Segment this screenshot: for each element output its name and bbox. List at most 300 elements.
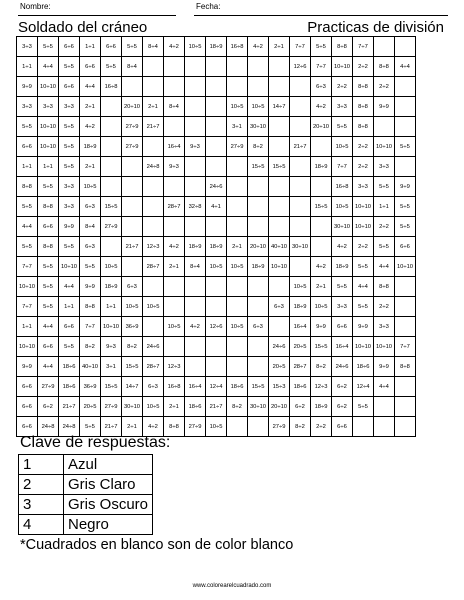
grid-cell: 21÷7 [59,397,80,417]
grid-cell: 8÷2 [290,417,311,437]
grid-cell: 18÷6 [227,377,248,397]
grid-cell [122,257,143,277]
grid-cell: 10÷5 [143,297,164,317]
grid-cell [269,57,290,77]
grid-cell [185,97,206,117]
grid-cell [248,357,269,377]
grid-cell: 4÷2 [311,97,332,117]
grid-cell [206,57,227,77]
grid-cell [227,217,248,237]
grid-cell: 5÷5 [59,157,80,177]
answer-key-row [19,515,153,535]
grid-cell [206,357,227,377]
grid-cell: 3÷3 [59,97,80,117]
grid-cell: 6÷2 [332,397,353,417]
grid-cell: 2÷1 [80,157,101,177]
grid-cell: 14÷7 [269,97,290,117]
grid-cell [206,157,227,177]
grid-cell: 4÷4 [59,277,80,297]
grid-cell: 2÷2 [353,57,374,77]
grid-cell [395,37,416,57]
grid-cell: 20÷5 [290,337,311,357]
grid-cell: 3÷3 [353,177,374,197]
grid-cell: 24÷6 [206,177,227,197]
grid-cell [248,217,269,237]
grid-cell: 12÷4 [206,377,227,397]
grid-cell: 3÷3 [332,297,353,317]
grid-cell: 4÷4 [374,377,395,397]
grid-cell: 20÷10 [122,97,143,117]
grid-cell: 27÷9 [269,417,290,437]
grid-cell [395,97,416,117]
grid-cell: 10÷5 [143,397,164,417]
grid-cell: 5÷5 [353,297,374,317]
grid-cell: 5÷5 [332,117,353,137]
grid-cell: 8÷4 [143,37,164,57]
grid-cell [248,77,269,97]
grid-cell: 6÷2 [332,377,353,397]
grid-cell: 28÷7 [290,357,311,377]
grid-cell [101,157,122,177]
grid-cell: 6÷6 [17,397,38,417]
grid-cell: 4÷4 [38,317,59,337]
grid-cell: 12÷3 [311,377,332,397]
date-line [194,15,448,16]
grid-cell: 4÷4 [353,277,374,297]
grid-cell: 2÷2 [374,77,395,97]
grid-cell [164,177,185,197]
grid-cell: 2÷2 [311,417,332,437]
grid-cell [185,217,206,237]
grid-cell: 9÷9 [374,357,395,377]
grid-cell: 2÷1 [269,37,290,57]
grid-cell [227,177,248,197]
grid-cell: 12÷3 [164,357,185,377]
grid-cell [395,277,416,297]
grid-row [17,57,416,77]
grid-cell [269,197,290,217]
grid-cell: 10÷5 [290,277,311,297]
grid-cell: 24÷8 [38,417,59,437]
grid-cell [311,217,332,237]
division-grid [16,36,416,437]
grid-cell [164,277,185,297]
grid-cell [395,157,416,177]
grid-cell: 6÷3 [143,377,164,397]
grid-cell: 5÷5 [59,137,80,157]
date-label: Fecha: [196,2,221,11]
grid-cell [164,77,185,97]
grid-cell: 10÷10 [59,257,80,277]
grid-cell [164,217,185,237]
grid-cell [248,417,269,437]
grid-cell: 5÷5 [395,217,416,237]
grid-cell: 10÷5 [227,257,248,277]
grid-cell: 15÷5 [311,337,332,357]
grid-cell: 4÷4 [374,257,395,277]
grid-cell: 5÷5 [353,397,374,417]
grid-cell: 6÷3 [269,297,290,317]
grid-cell: 4÷2 [143,417,164,437]
grid-cell: 10÷10 [269,257,290,277]
grid-cell: 7÷7 [80,317,101,337]
grid-cell: 27÷9 [185,417,206,437]
grid-cell: 4÷2 [248,37,269,57]
grid-cell [185,177,206,197]
grid-cell: 2÷2 [332,77,353,97]
grid-cell: 8÷8 [38,197,59,217]
grid-cell [185,157,206,177]
grid-cell: 20÷10 [248,237,269,257]
grid-cell: 8÷2 [311,357,332,377]
grid-cell: 18÷9 [290,297,311,317]
grid-cell: 5÷5 [122,37,143,57]
name-label: Nombre: [20,2,51,11]
grid-cell: 10÷10 [332,57,353,77]
grid-cell [311,237,332,257]
grid-cell: 27÷9 [122,117,143,137]
grid-cell: 9÷3 [164,157,185,177]
grid-cell [374,37,395,57]
grid-cell: 27÷9 [122,137,143,157]
grid-cell [374,117,395,137]
grid-cell: 3÷3 [59,197,80,217]
grid-cell [122,177,143,197]
grid-cell: 16÷4 [290,317,311,337]
grid-cell: 5÷5 [332,277,353,297]
grid-cell: 18÷6 [290,377,311,397]
grid-cell: 18÷6 [59,377,80,397]
grid-row [17,137,416,157]
grid-cell: 5÷5 [17,117,38,137]
grid-cell: 10÷5 [227,317,248,337]
grid-cell: 6÷6 [80,57,101,77]
grid-cell: 6÷6 [332,317,353,337]
grid-cell [122,157,143,177]
grid-row [17,277,416,297]
grid-cell: 3÷3 [38,97,59,117]
grid-cell [227,297,248,317]
grid-cell: 7÷7 [353,37,374,57]
grid-cell: 30÷10 [248,117,269,137]
grid-cell [290,77,311,97]
grid-row [17,397,416,417]
grid-cell: 21÷7 [122,237,143,257]
grid-cell: 5÷5 [59,337,80,357]
grid-row [17,97,416,117]
grid-cell: 32÷8 [185,197,206,217]
grid-cell: 8÷2 [227,397,248,417]
grid-cell: 9÷9 [80,277,101,297]
grid-cell: 16÷8 [164,377,185,397]
worksheet-title: Soldado del cráneo [18,19,148,36]
grid-cell [374,397,395,417]
grid-cell: 16÷8 [227,37,248,57]
grid-row [17,377,416,397]
grid-cell [248,277,269,297]
grid-cell: 2÷2 [353,237,374,257]
grid-row [17,337,416,357]
grid-cell: 10÷5 [332,197,353,217]
grid-cell: 4÷4 [395,57,416,77]
grid-cell: 1÷1 [101,297,122,317]
grid-cell [122,217,143,237]
grid-cell [206,297,227,317]
grid-cell: 18÷6 [353,357,374,377]
grid-cell: 8÷8 [17,177,38,197]
grid-cell [164,297,185,317]
grid-cell: 9÷3 [101,337,122,357]
grid-cell: 8÷8 [38,237,59,257]
grid-cell: 10÷5 [227,97,248,117]
answer-key-title: Clave de respuestas: [20,434,171,451]
grid-cell: 4÷2 [80,117,101,137]
grid-cell: 18÷9 [185,237,206,257]
grid-cell: 10÷10 [353,217,374,237]
grid-cell: 9÷3 [185,137,206,157]
grid-cell: 28÷7 [143,357,164,377]
grid-cell [395,77,416,97]
grid-cell: 24÷6 [269,337,290,357]
grid-cell: 4÷1 [206,197,227,217]
answer-key-row [19,455,153,475]
grid-cell: 5÷5 [59,117,80,137]
grid-cell: 10÷5 [122,297,143,317]
worksheet-subtitle: Practicas de división [307,19,444,36]
answer-key-number: 1 [19,455,64,475]
grid-cell: 20÷10 [311,117,332,137]
grid-cell [143,277,164,297]
grid-cell [248,177,269,197]
grid-cell [269,277,290,297]
grid-cell: 10÷5 [185,37,206,57]
grid-cell [353,417,374,437]
grid-cell [101,177,122,197]
grid-cell [143,57,164,77]
grid-cell [227,197,248,217]
grid-cell: 16÷8 [332,177,353,197]
grid-cell: 10÷10 [353,337,374,357]
grid-cell: 5÷5 [59,57,80,77]
grid-cell: 3÷3 [374,317,395,337]
grid-cell: 18÷9 [206,37,227,57]
grid-cell [269,217,290,237]
grid-cell [269,177,290,197]
grid-cell [185,277,206,297]
grid-cell: 8÷8 [353,77,374,97]
grid-cell: 10÷5 [206,417,227,437]
grid-cell [374,417,395,437]
grid-cell: 2÷1 [311,277,332,297]
grid-cell: 18÷6 [185,397,206,417]
grid-cell: 10÷5 [311,297,332,317]
grid-cell: 10÷10 [101,317,122,337]
grid-row [17,197,416,217]
grid-cell: 10÷5 [80,177,101,197]
grid-cell: 30÷10 [290,237,311,257]
grid-cell: 2÷1 [143,97,164,117]
grid-cell: 6÷6 [38,217,59,237]
name-line [18,15,176,16]
grid-cell: 5÷5 [17,197,38,217]
grid-cell [206,77,227,97]
grid-cell [122,77,143,97]
grid-cell: 5÷5 [38,37,59,57]
grid-cell [185,117,206,137]
grid-cell: 15÷3 [269,377,290,397]
grid-cell: 15÷5 [248,157,269,177]
grid-cell: 10÷5 [332,137,353,157]
grid-cell: 10÷10 [38,77,59,97]
grid-cell: 8÷2 [122,337,143,357]
grid-cell: 5÷5 [101,57,122,77]
grid-cell: 27÷9 [101,217,122,237]
grid-cell: 2÷1 [164,257,185,277]
grid-cell [290,257,311,277]
grid-cell: 6÷6 [59,37,80,57]
grid-cell: 12÷6 [290,57,311,77]
grid-cell: 1÷1 [59,297,80,317]
grid-row [17,257,416,277]
grid-cell: 1÷1 [17,57,38,77]
grid-row [17,77,416,97]
grid-cell: 24÷6 [332,357,353,377]
grid-cell [269,317,290,337]
grid-cell: 9÷9 [311,317,332,337]
grid-cell: 16÷4 [185,377,206,397]
grid-cell: 6÷6 [101,37,122,57]
grid-cell: 8÷8 [353,97,374,117]
grid-cell [206,117,227,137]
answer-key-row [19,495,153,515]
grid-cell: 28÷7 [143,257,164,277]
grid-cell: 6÷6 [59,317,80,337]
grid-cell: 21÷7 [206,397,227,417]
grid-cell: 18÷9 [332,257,353,277]
grid-row [17,317,416,337]
grid-cell: 6÷6 [395,237,416,257]
grid-cell: 9÷9 [17,357,38,377]
grid-cell: 24÷6 [143,337,164,357]
grid-cell [101,237,122,257]
answer-key-row [19,475,153,495]
grid-cell: 6÷3 [80,197,101,217]
grid-cell: 16÷4 [164,137,185,157]
grid-cell [122,197,143,217]
grid-cell: 12÷6 [206,317,227,337]
grid-cell [290,217,311,237]
grid-cell [143,217,164,237]
grid-cell: 1÷1 [17,317,38,337]
grid-cell: 8÷8 [332,37,353,57]
grid-cell: 4÷4 [38,57,59,77]
grid-cell: 21÷7 [290,137,311,157]
grid-cell: 24÷8 [143,157,164,177]
grid-cell: 7÷7 [17,257,38,277]
grid-cell: 10÷5 [206,257,227,277]
grid-cell: 2÷2 [374,217,395,237]
grid-cell: 27÷9 [38,377,59,397]
grid-cell [248,197,269,217]
grid-cell: 3÷1 [227,117,248,137]
grid-cell: 3÷1 [101,357,122,377]
grid-cell [227,357,248,377]
grid-cell [395,317,416,337]
grid-cell: 5÷5 [38,277,59,297]
grid-cell: 4÷2 [164,237,185,257]
grid-cell: 4÷2 [311,257,332,277]
grid-cell [206,277,227,297]
grid-cell [185,337,206,357]
answer-key-color: Azul [64,455,153,475]
grid-cell: 18÷9 [311,157,332,177]
grid-cell: 5÷5 [374,237,395,257]
grid-row [17,117,416,137]
grid-cell [143,137,164,157]
grid-cell [185,77,206,97]
grid-cell: 12÷4 [353,377,374,397]
grid-cell: 6÷6 [17,377,38,397]
grid-cell [101,97,122,117]
grid-cell: 3÷3 [332,97,353,117]
grid-cell: 7÷7 [395,337,416,357]
grid-cell: 7÷7 [332,157,353,177]
grid-cell: 30÷10 [332,217,353,237]
grid-cell: 5÷5 [38,257,59,277]
grid-cell: 2÷2 [353,137,374,157]
grid-cell: 15÷5 [101,377,122,397]
grid-cell [290,177,311,197]
grid-row [17,237,416,257]
grid-cell: 12÷3 [143,237,164,257]
grid-cell: 4÷4 [17,217,38,237]
grid-cell: 8÷8 [374,57,395,77]
grid-cell: 5÷5 [395,137,416,157]
grid-cell: 6÷6 [59,77,80,97]
grid-cell [269,117,290,137]
grid-cell: 8÷8 [353,117,374,137]
grid-row [17,357,416,377]
grid-cell [206,97,227,117]
grid-cell [206,137,227,157]
grid-cell: 6÷3 [122,277,143,297]
grid-cell [185,297,206,317]
grid-cell: 8÷4 [185,257,206,277]
grid-cell: 2÷2 [353,157,374,177]
grid-cell: 28÷7 [164,197,185,217]
grid-cell [269,137,290,157]
answer-key-color: Gris Oscuro [64,495,153,515]
grid-cell [143,317,164,337]
grid-cell [143,177,164,197]
grid-cell: 5÷5 [38,297,59,317]
grid-cell: 20÷10 [269,397,290,417]
grid-cell: 9÷9 [353,317,374,337]
grid-cell: 8÷2 [80,337,101,357]
grid-cell: 2÷1 [227,237,248,257]
grid-cell [395,297,416,317]
grid-cell: 8÷8 [395,357,416,377]
grid-cell: 15÷5 [248,377,269,397]
grid-cell: 18÷9 [206,237,227,257]
grid-cell: 9÷9 [395,177,416,197]
answer-key-color: Negro [64,515,153,535]
grid-cell [227,77,248,97]
grid-row [17,157,416,177]
grid-cell [395,417,416,437]
answer-key-number: 4 [19,515,64,535]
grid-cell: 8÷4 [80,217,101,237]
